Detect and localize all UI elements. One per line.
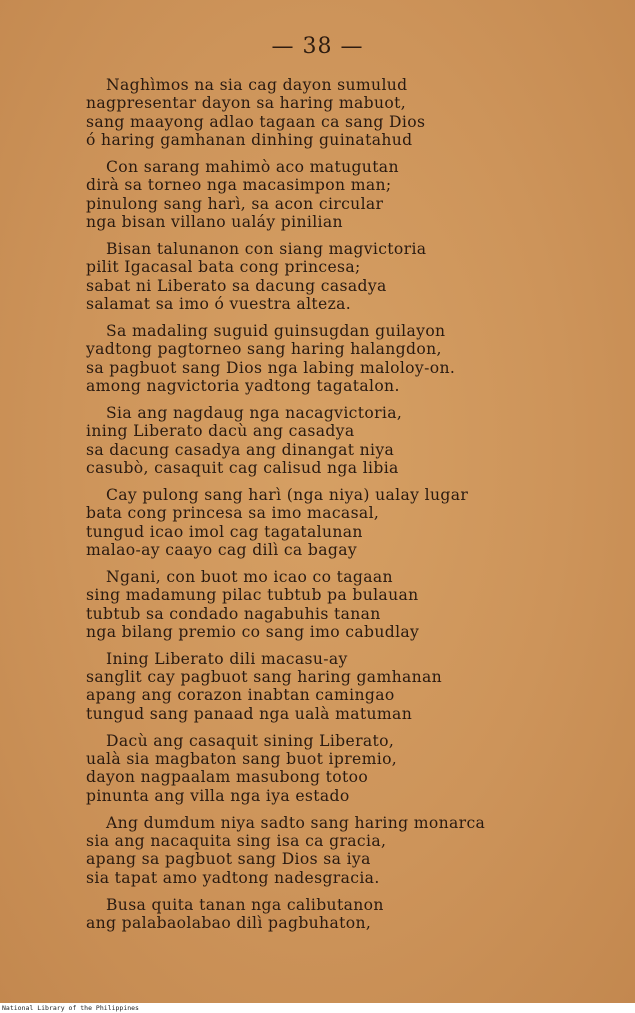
- verse-line: sa dacung casadya ang dinangat niya: [86, 440, 395, 459]
- verse-line: ang palabaolabao dilì pagbuhaton,: [86, 914, 372, 933]
- verse-line: sa pagbuot sang Dios nga labing maloloy-on.: [86, 358, 456, 377]
- verse-line: Bisan talunanon con siang magvictoria: [106, 239, 427, 258]
- verse-line: pinulong sang harì, sa acon circular: [86, 194, 384, 213]
- stanza: [86, 896, 556, 933]
- verse-line: pinunta ang villa nga iya estado: [86, 786, 350, 805]
- verse-line: sia tapat amo yadtong nadesgracia.: [86, 868, 380, 887]
- verse-line: ualà sia magbaton sang buot ipremio,: [86, 750, 398, 769]
- stanza: [86, 158, 556, 231]
- verse-line: sabat ni Liberato sa dacung casadya: [86, 276, 387, 295]
- verse-line: tungud sang panaad nga ualà matuman: [86, 704, 413, 723]
- verse-line: nga bisan villano ualáy pinilian: [86, 212, 343, 231]
- verse-line: dayon nagpaalam masubong totoo: [86, 768, 369, 787]
- verse-line: ining Liberato dacù ang casadya: [86, 422, 355, 441]
- verse-line: dirà sa torneo nga macasimpon man;: [86, 176, 392, 195]
- verse-line: Busa quita tanan nga calibutanon: [106, 895, 384, 914]
- verse-line: Ang dumdum niya sadto sang haring monarca: [106, 813, 486, 832]
- verse-line: Naghìmos na sia cag dayon sumulud: [106, 76, 408, 94]
- verse-line: Cay pulong sang harì (nga niya) ualay lugar: [106, 485, 469, 504]
- verse-line: tubtub sa condado nagabuhis tanan: [86, 604, 381, 623]
- verse-line: pilit Igacasal bata cong princesa;: [86, 258, 361, 277]
- stanza: [86, 240, 556, 313]
- verse-line: Con sarang mahimò aco matugutan: [106, 157, 399, 176]
- stanza: [86, 486, 556, 559]
- verse-line: apang ang corazon inabtan camingao: [86, 686, 395, 705]
- verse-line: Ngani, con buot mo icao co tagaan: [106, 567, 393, 586]
- verse-line: casubò, casaquit cag calisud nga libia: [86, 458, 399, 477]
- stanza: [86, 404, 556, 477]
- poem-body: [86, 76, 556, 941]
- stanza: [86, 322, 556, 395]
- verse-line: Sa madaling suguid guinsugdan guilayon: [106, 321, 446, 340]
- stanza: [86, 76, 556, 149]
- stanza: [86, 814, 556, 887]
- verse-line: malao-ay caayo cag dilì ca bagay: [86, 540, 357, 559]
- page-number: — 38 —: [271, 34, 364, 59]
- verse-line: nagpresentar dayon sa haring mabuot,: [86, 94, 407, 113]
- stanza: [86, 732, 556, 805]
- verse-line: among nagvictoria yadtong tagatalon.: [86, 376, 400, 395]
- verse-line: bata cong princesa sa imo macasal,: [86, 504, 380, 523]
- verse-line: sia ang nacaquita sing isa ca gracia,: [86, 832, 387, 851]
- verse-line: sang maayong adlao tagaan ca sang Dios: [86, 112, 426, 131]
- stanza: [86, 568, 556, 641]
- verse-line: nga bilang premio co sang imo cabudlay: [86, 622, 420, 641]
- verse-line: apang sa pagbuot sang Dios sa iya: [86, 850, 371, 869]
- verse-line: tungud icao imol cag tagatalunan: [86, 522, 363, 541]
- verse-line: Sia ang nagdaug nga nacagvictoria,: [106, 403, 403, 422]
- verse-line: Ining Liberato dili macasu-ay: [106, 649, 348, 668]
- verse-line: yadtong pagtorneo sang haring halangdon,: [86, 340, 442, 359]
- stanza: [86, 650, 556, 723]
- verse-line: sing madamung pilac tubtub pa bulauan: [86, 586, 419, 605]
- verse-line: Dacù ang casaquit sining Liberato,: [106, 731, 395, 750]
- verse-line: ó haring gamhanan dinhing guinatahud: [86, 130, 413, 149]
- verse-line: salamat sa imo ó vuestra alteza.: [86, 294, 352, 313]
- verse-line: sanglit cay pagbuot sang haring gamhanan: [86, 668, 443, 687]
- library-credit: National Library of the Philippines: [2, 1004, 139, 1012]
